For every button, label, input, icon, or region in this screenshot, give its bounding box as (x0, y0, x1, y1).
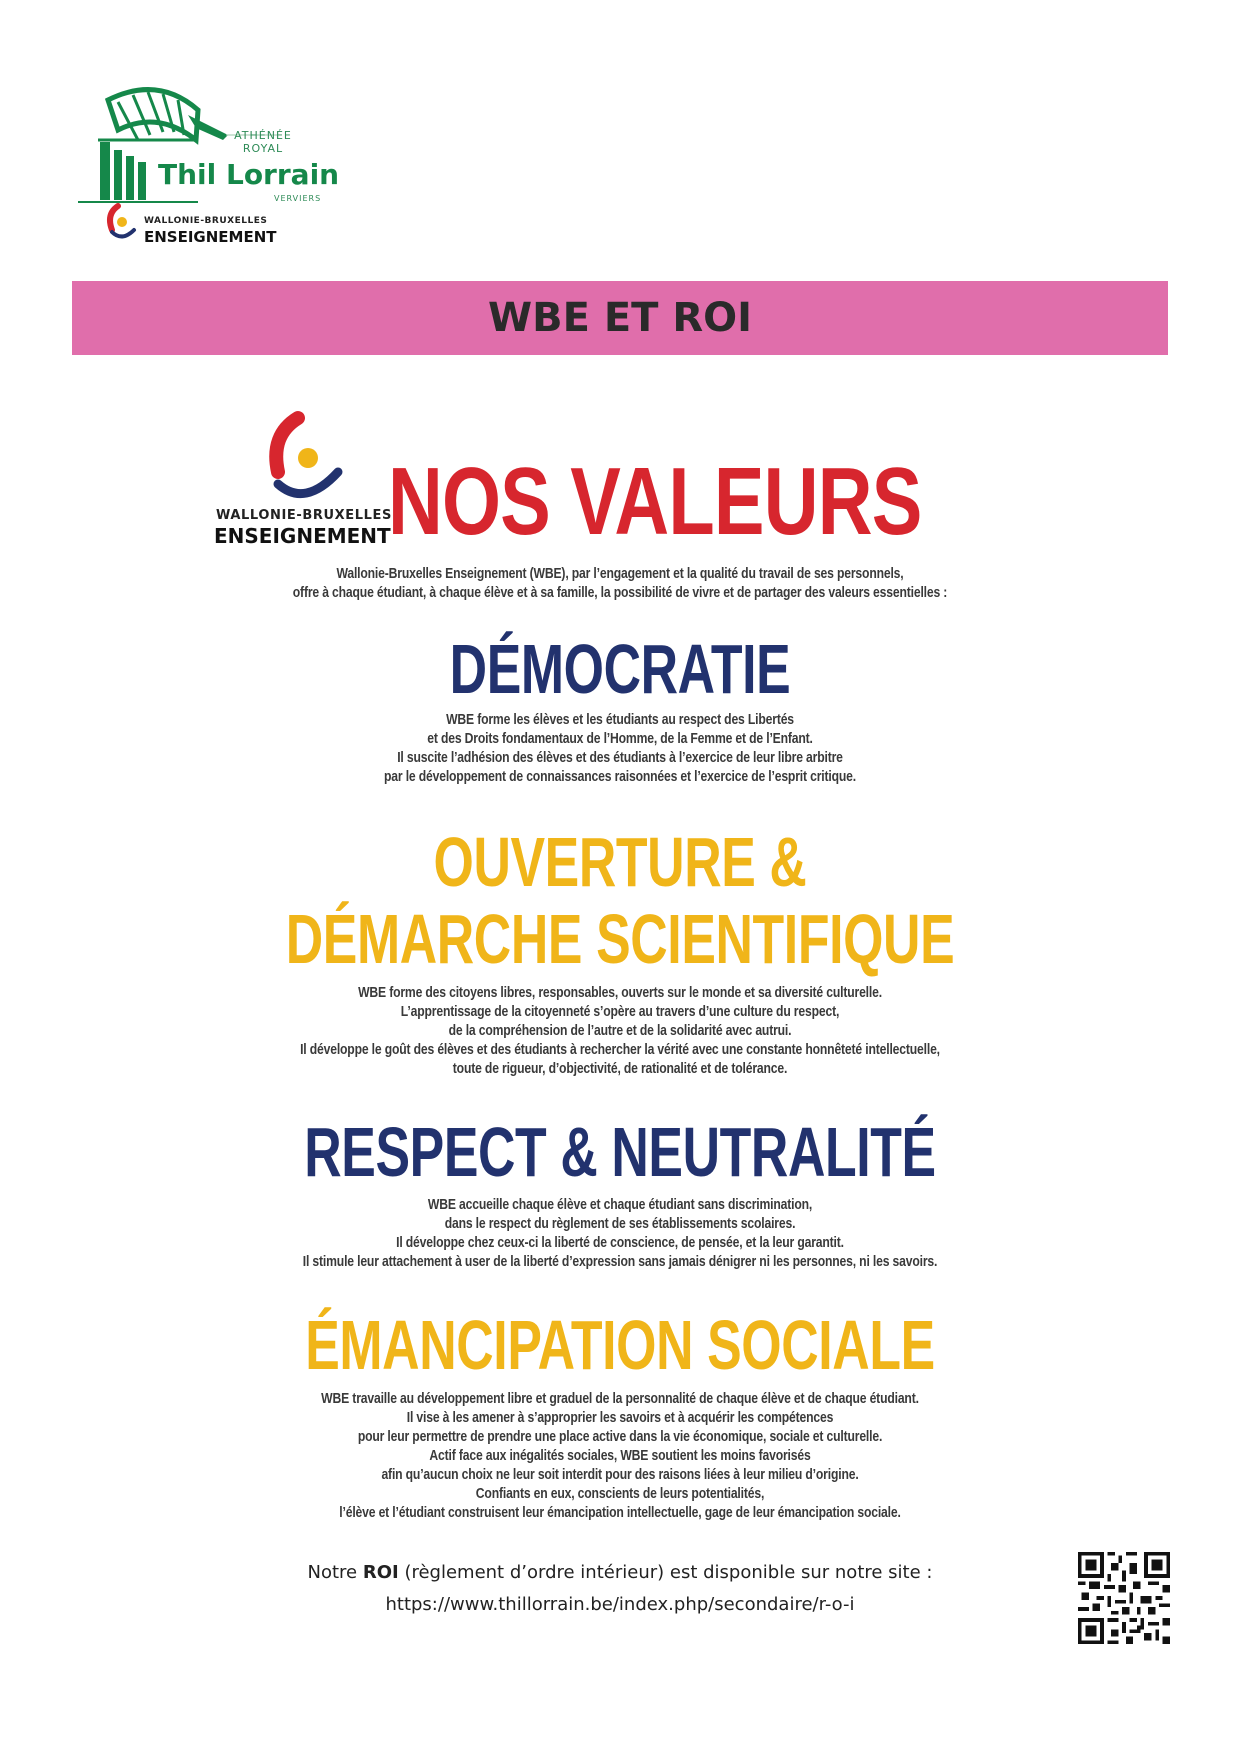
section-text-emancipation (99, 1390, 1141, 1523)
footer-roi: ROI (362, 1562, 399, 1583)
wbe-logo-icon (250, 410, 360, 510)
section-text-ouverture (99, 984, 1141, 1079)
text-line: Il développe chez ceux-ci la liberté de conscience, de pensée, et la leur garantit. (396, 1235, 844, 1251)
school-logo (78, 80, 340, 250)
intro-text (99, 565, 1141, 603)
text-line: WBE forme les élèves et les étudiants au respect des Libertés (446, 712, 794, 728)
text-line: Il vise à les amener à s’approprier les savoirs et à acquérir les compétences (406, 1410, 834, 1426)
text-line: WBE travaille au développement libre et graduel de la personnalité de chaque élève et de chaque étudiant. (321, 1391, 919, 1407)
network-line2: ENSEIGNEMENT (144, 228, 277, 246)
wbe-logo (214, 410, 392, 550)
footer-prefix: Notre (307, 1562, 363, 1583)
wbe-small-logo-icon (104, 202, 140, 242)
text-line: l’élève et l’étudiant construisent leur émancipation intellectuelle, gage de leur émancipation sociale. (339, 1505, 901, 1521)
text-line: Actif face aux inégalités sociales, WBE soutient les moins favorisés (429, 1448, 811, 1464)
section-heading-respect: RESPECT & NEUTRALITÉ (304, 1113, 936, 1191)
footer-suffix: (règlement d’ordre intérieur) est disponible sur notre site : (398, 1562, 933, 1583)
page-title: WBE ET ROI (487, 295, 753, 341)
section-text-democratie (99, 711, 1141, 787)
footer-url[interactable]: https://www.thillorrain.be/index.php/secondaire/r-o-i (385, 1594, 855, 1615)
footer-note (0, 1557, 1240, 1621)
text-line: WBE forme des citoyens libres, responsables, ouverts sur le monde et sa diversité culturelle. (358, 985, 882, 1001)
title-banner (72, 281, 1168, 355)
text-line: dans le respect du règlement de ses établissements scolaires. (444, 1216, 796, 1232)
section-heading-democratie: DÉMOCRATIE (449, 630, 791, 708)
wbe-logo-line2: ENSEIGNEMENT (214, 524, 391, 548)
network-line1: WALLONIE-BRUXELLES (144, 216, 268, 226)
text-line: et des Droits fondamentaux de l’Homme, de la Femme et de l’Enfant. (427, 731, 813, 747)
text-line: pour leur permettre de prendre une place active dans la vie économique, sociale et culturelle. (357, 1429, 883, 1445)
section-heading-emancipation: ÉMANCIPATION SOCIALE (305, 1306, 935, 1384)
intro-line: Wallonie-Bruxelles Enseignement (WBE), par l’engagement et la qualité du travail de ses personnels, (336, 566, 904, 582)
text-line: Il développe le goût des élèves et des étudiants à rechercher la vérité avec une constante honnêteté intellectuelle, (300, 1042, 940, 1058)
school-city: VERVIERS (274, 194, 322, 203)
footer-line (0, 1557, 1240, 1589)
text-line: afin qu’aucun choix ne leur soit interdit pour des raisons liées à leur milieu d’origine. (381, 1467, 859, 1483)
text-line: toute de rigueur, d’objectivité, de rationalité et de tolérance. (452, 1061, 788, 1077)
section-heading-ouverture: OUVERTURE & (433, 823, 807, 901)
school-logo-line1: ATHÉNÉE (234, 129, 292, 142)
text-line: Il suscite l’adhésion des élèves et des étudiants à l’exercice de leur libre arbitre (397, 750, 843, 766)
text-line: par le développement de connaissances raisonnées et l’exercice de l’esprit critique. (384, 769, 856, 785)
text-line: de la compréhension de l’autre et de la solidarité avec autrui. (448, 1023, 792, 1039)
intro-line: offre à chaque étudiant, à chaque élève et à sa famille, la possibilité de vivre et de partager des valeurs essentielles : (292, 585, 948, 601)
main-heading: NOS VALEURS (388, 448, 922, 555)
text-line: Il stimule leur attachement à user de la liberté d’expression sans jamais dénigrer ni les personnes, ni les savoirs. (302, 1254, 938, 1270)
school-name: Thil Lorrain (158, 158, 340, 191)
text-line: Confiants en eux, conscients de leurs potentialités, (475, 1486, 765, 1502)
text-line: L’apprentissage de la citoyenneté s’opère au travers d’une culture du respect, (400, 1004, 840, 1020)
text-line: WBE accueille chaque élève et chaque étudiant sans discrimination, (427, 1197, 813, 1213)
school-logo-line2: ROYAL (242, 142, 284, 155)
wbe-logo-line1: WALLONIE-BRUXELLES (216, 508, 392, 523)
section-heading-ouverture-2: DÉMARCHE SCIENTIFIQUE (285, 900, 955, 978)
qr-code-icon (1078, 1552, 1170, 1644)
section-text-respect (99, 1196, 1141, 1272)
